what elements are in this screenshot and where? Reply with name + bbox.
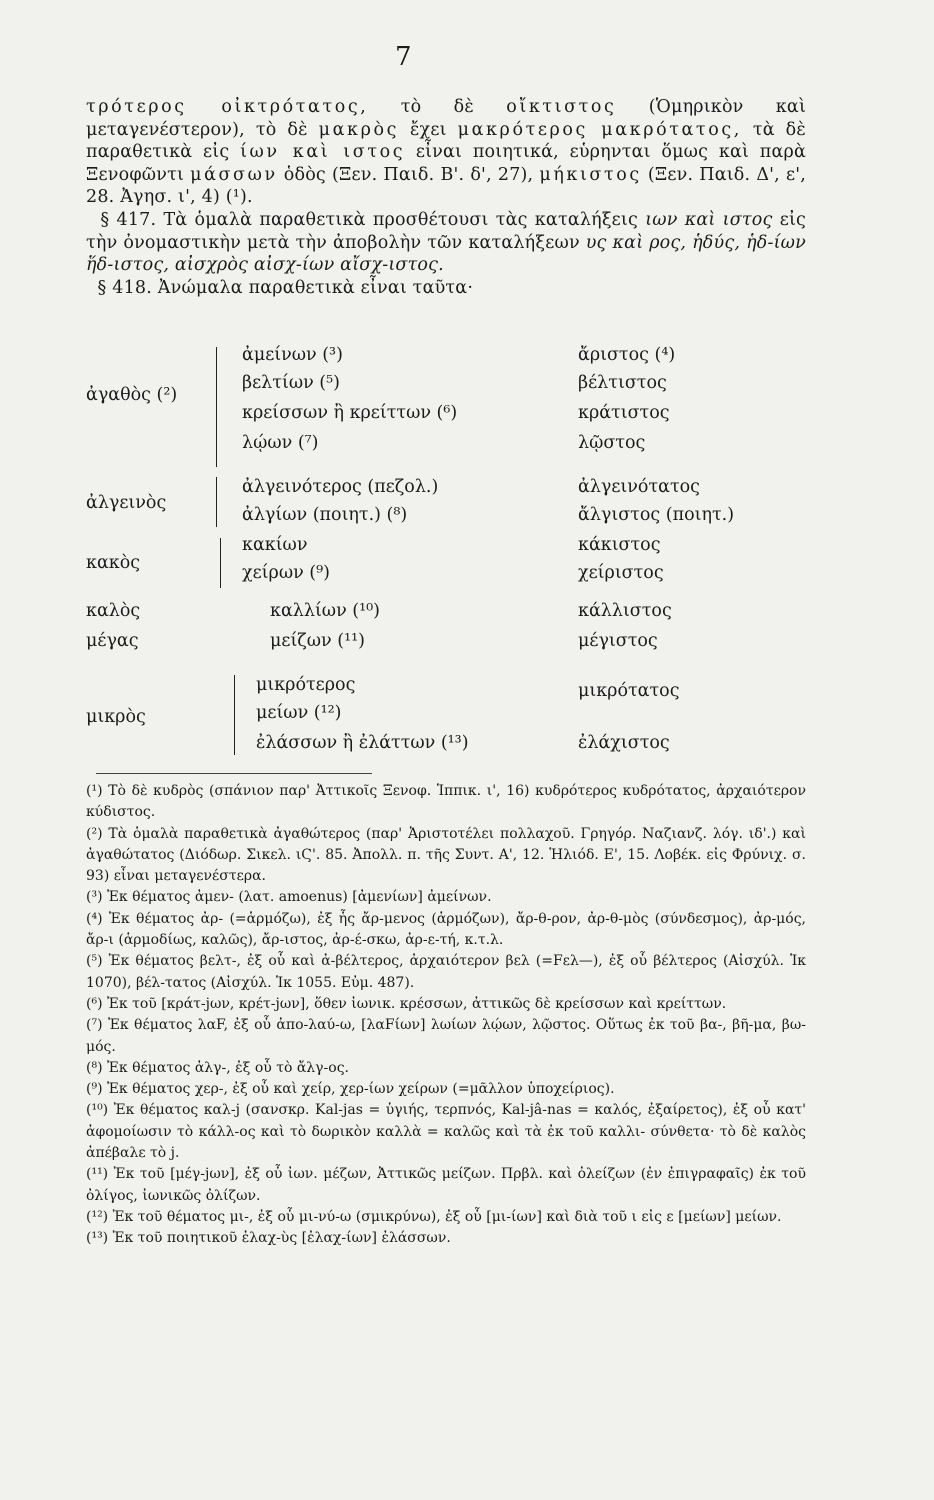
text-run: Τὰ ὁμαλὰ παραθετικὰ προσθέτουσι τὰς καταλήξεις (163, 209, 638, 230)
superlative: ἄριστος (⁴) (578, 345, 676, 365)
page-number: 7 (395, 42, 412, 72)
text-run: εἰς τὴν ὀνομαστικὴν μετὰ τὴν ἀποβολὴν τῶν καταλήξεων (86, 209, 807, 253)
superlative: μικρότατος (578, 681, 680, 701)
superlative: κράτιστος (578, 403, 670, 423)
superlative: κάκιστος (578, 535, 661, 555)
section-number: § 418. (97, 277, 153, 298)
text-run: ἔχει (409, 119, 447, 140)
section-number: § 417. (100, 209, 157, 230)
brace (216, 477, 217, 527)
text-run: (Ξεν. Παιδ. Δ', ε', 28. Ἀγησ. ι', 4) (¹). (86, 164, 806, 208)
footnote: (³) Ἐκ θέματος ἀμεν- (λατ. amoenus) [ἀμενίων] ἀμείνων. (86, 889, 492, 906)
comparative: κρείσσων ἢ κρείττων (⁶) (242, 403, 458, 423)
footnotes (86, 781, 806, 1250)
brace (234, 675, 235, 755)
footnote-rule (96, 773, 372, 774)
comparatives-table (86, 335, 806, 765)
text-run: Ἀνώμαλα παραθετικὰ εἶναι ταῦτα· (157, 277, 474, 298)
comparative: ἀλγίων (ποιητ.) (⁸) (242, 505, 408, 525)
text-run: τὸ δὲ (400, 97, 474, 117)
text-run: τὰ δὲ παραθετικὰ εἰς (86, 119, 807, 163)
text-run: μακρότερος μακρότατος, (457, 119, 742, 140)
superlative: μέγιστος (578, 631, 658, 651)
comparative: κακίων (242, 535, 308, 555)
text-run: εἶναι ποιητικά, εὑρηνται ὅμως καὶ παρὰ Ξενοφῶντι (86, 142, 807, 185)
positive-megas: μέγας (86, 631, 139, 651)
footnote: (²) Τὰ ὁμαλὰ παραθετικὰ ἀγαθώτερος (παρ' Ἀριστοτέλει πολλαχοῦ. Γρηγόρ. Ναζιανζ. λόγ. ιδ'.) καὶ ἀγαθώτατος (Διόδωρ. Σικελ. ιϚ'. 85. Ἀπολλ. π. τῆς Συντ. Α', 12. Ἡλιόδ. Ε', 15. Λοβέκ. εἰς Φρύνιχ. σ. 93) εἶναι μεταγενέστερα. (86, 825, 806, 885)
brace (220, 538, 221, 588)
comparative: μείων (¹²) (256, 703, 342, 723)
superlative: ἄλγιστος (ποιητ.) (578, 505, 735, 525)
text-run: ίων καὶ ιστος (240, 142, 406, 163)
footnote: (¹⁰) Ἐκ θέματος καλ-j (σανσκρ. Kal-jas = ὑγιής, τερπνός, Kal-jâ-nas = καλός, ἐξαίρετος), ἐξ οὗ κατ' ἀφομοίωσιν τὸ κάλλ-ος καὶ τὸ δωρικὸν καλλὰ = καλῶς καὶ τὰ ἐκ τοῦ καλλι- σύνθετα· τὸ δὲ καλὸς ἀπέβαλε τὸ j. (86, 1102, 806, 1162)
section-417 (86, 209, 806, 277)
comparative: καλλίων (¹⁰) (270, 601, 380, 621)
text-run: ιων καὶ ιστος (645, 209, 773, 230)
superlative: χείριστος (578, 563, 664, 583)
positive-agathos: ἀγαθὸς (²) (86, 385, 178, 405)
text-run: τρότερος οἰκτρότατος, (86, 97, 369, 117)
footnote: (⁷) Ἐκ θέματος λαF, ἐξ οὗ ἀπο-λαύ-ω, [λαFίων] λωίων λῴων, λῷστος. Οὕτως ἐκ τοῦ βα-, βῆ-μα, βω-μός. (86, 1017, 806, 1055)
footnote: (¹²) Ἐκ τοῦ θέματος μι-, ἐξ οὗ μι-νύ-ω (σμικρύνω), ἐξ οὗ [μι-ίων] καὶ διὰ τοῦ ι εἰς ε [μείων] μείων. (86, 1208, 782, 1225)
comparative: μείζων (¹¹) (270, 631, 365, 651)
superlative: βέλτιστος (578, 373, 667, 393)
section-418 (86, 277, 806, 300)
footnote: (⁸) Ἐκ θέματος ἀλγ-, ἐξ οὗ τὸ ἄλγ-ος. (86, 1059, 349, 1076)
positive-algeinos: ἀλγεινὸς (86, 493, 167, 513)
brace (216, 347, 217, 467)
superlative: λῷστος (578, 433, 646, 453)
superlative: ἐλάχιστος (578, 733, 670, 753)
text-run: (Ὁμηρικὸν καὶ μεταγενέστερον), τὸ δὲ (86, 97, 806, 140)
text-run: μήκιστος (539, 164, 642, 185)
comparative: χείρων (⁹) (242, 563, 330, 583)
footnote: (⁵) Ἐκ θέματος βελτ-, ἐξ οὗ καὶ ἀ-βέλτερος, ἀρχαιότερον βελ (=Fελ—), ἐξ οὗ βέλτερος (Αἰσχύλ. Ἱκ 1070), βέλ-τατος (Αἰσχύλ. Ἱκ 1055. Εὐμ. 487). (86, 953, 806, 991)
positive-kakos: κακὸς (86, 553, 141, 573)
comparative: βελτίων (⁵) (242, 373, 340, 393)
superlative: κάλλιστος (578, 601, 672, 621)
paragraph-1 (86, 96, 806, 209)
comparative: ἀμείνων (³) (242, 345, 343, 365)
comparative: μικρότερος (256, 675, 356, 695)
comparative: λῴων (⁷) (242, 433, 319, 453)
comparative: ἀλγεινότερος (πεζολ.) (242, 477, 439, 497)
text-run: υς καὶ ρος, (585, 232, 687, 253)
text-run: μακρὸς (318, 119, 400, 140)
footnote: (¹³) Ἐκ τοῦ ποιητικοῦ ἐλαχ-ὺς [ἐλαχ-ίων] ἐλάσσων. (86, 1230, 451, 1247)
text-run: μάσσων (190, 164, 278, 185)
positive-mikros: μικρὸς (86, 707, 146, 727)
footnote: (⁴) Ἐκ θέματος ἀρ- (=ἁρμόζω), ἐξ ἧς ἄρ-μενος (ἁρμόζων), ἄρ-θ-ρον, ἀρ-θ-μὸς (σύνδεσμος), ἀρ-μός, ἄρ-ι (ἁρμοδίως, καλῶς), ἄρ-ιστος, ἀρ-έ-σκω, ἀρ-ε-τή, κ.τ.λ. (86, 910, 806, 949)
text-run: ὁδὸς (Ξεν. Παιδ. Β'. δ', 27), (283, 164, 534, 185)
main-text (86, 96, 806, 299)
text-run: ἡδύς, ἡδ-ίων ἥδ-ιστος, αἰσχρὸς αἰσχ-ίων αἴσχ-ιστος. (86, 232, 806, 276)
footnote: (¹¹) Ἐκ τοῦ [μέγ-jων], ἐξ οὗ ἰων. μέζων, Ἀττικῶς μείζων. Πρβλ. καὶ ὀλείζων (ἐν ἐπιγραφαῖς) ἐκ τοῦ ὀλίγος, ἰωνικῶς ὀλίζων. (86, 1166, 806, 1204)
footnote: (¹) Τὸ δὲ κυδρὸς (σπάνιον παρ' Ἀττικοῖς Ξενοφ. Ἱππικ. ι', 16) κυδρότερος κυδρότατος, ἀρχαιότερον κύδιστος. (86, 783, 806, 821)
text-run: οἴκτιστος (506, 97, 617, 117)
comparative: ἐλάσσων ἢ ἐλάττων (¹³) (256, 733, 469, 753)
footnote: (⁹) Ἐκ θέματος χερ-, ἐξ οὗ καὶ χείρ, χερ-ίων χείρων (=μᾶλλον ὑποχείριος). (86, 1081, 615, 1098)
positive-kalos: καλὸς (86, 601, 141, 621)
footnote: (⁶) Ἐκ τοῦ [κράτ-jων, κρέτ-jων], ὅθεν ἰωνικ. κρέσσων, ἀττικῶς δὲ κρείσσων καὶ κρείττων. (86, 995, 727, 1012)
superlative: ἀλγεινότατος (578, 477, 700, 497)
